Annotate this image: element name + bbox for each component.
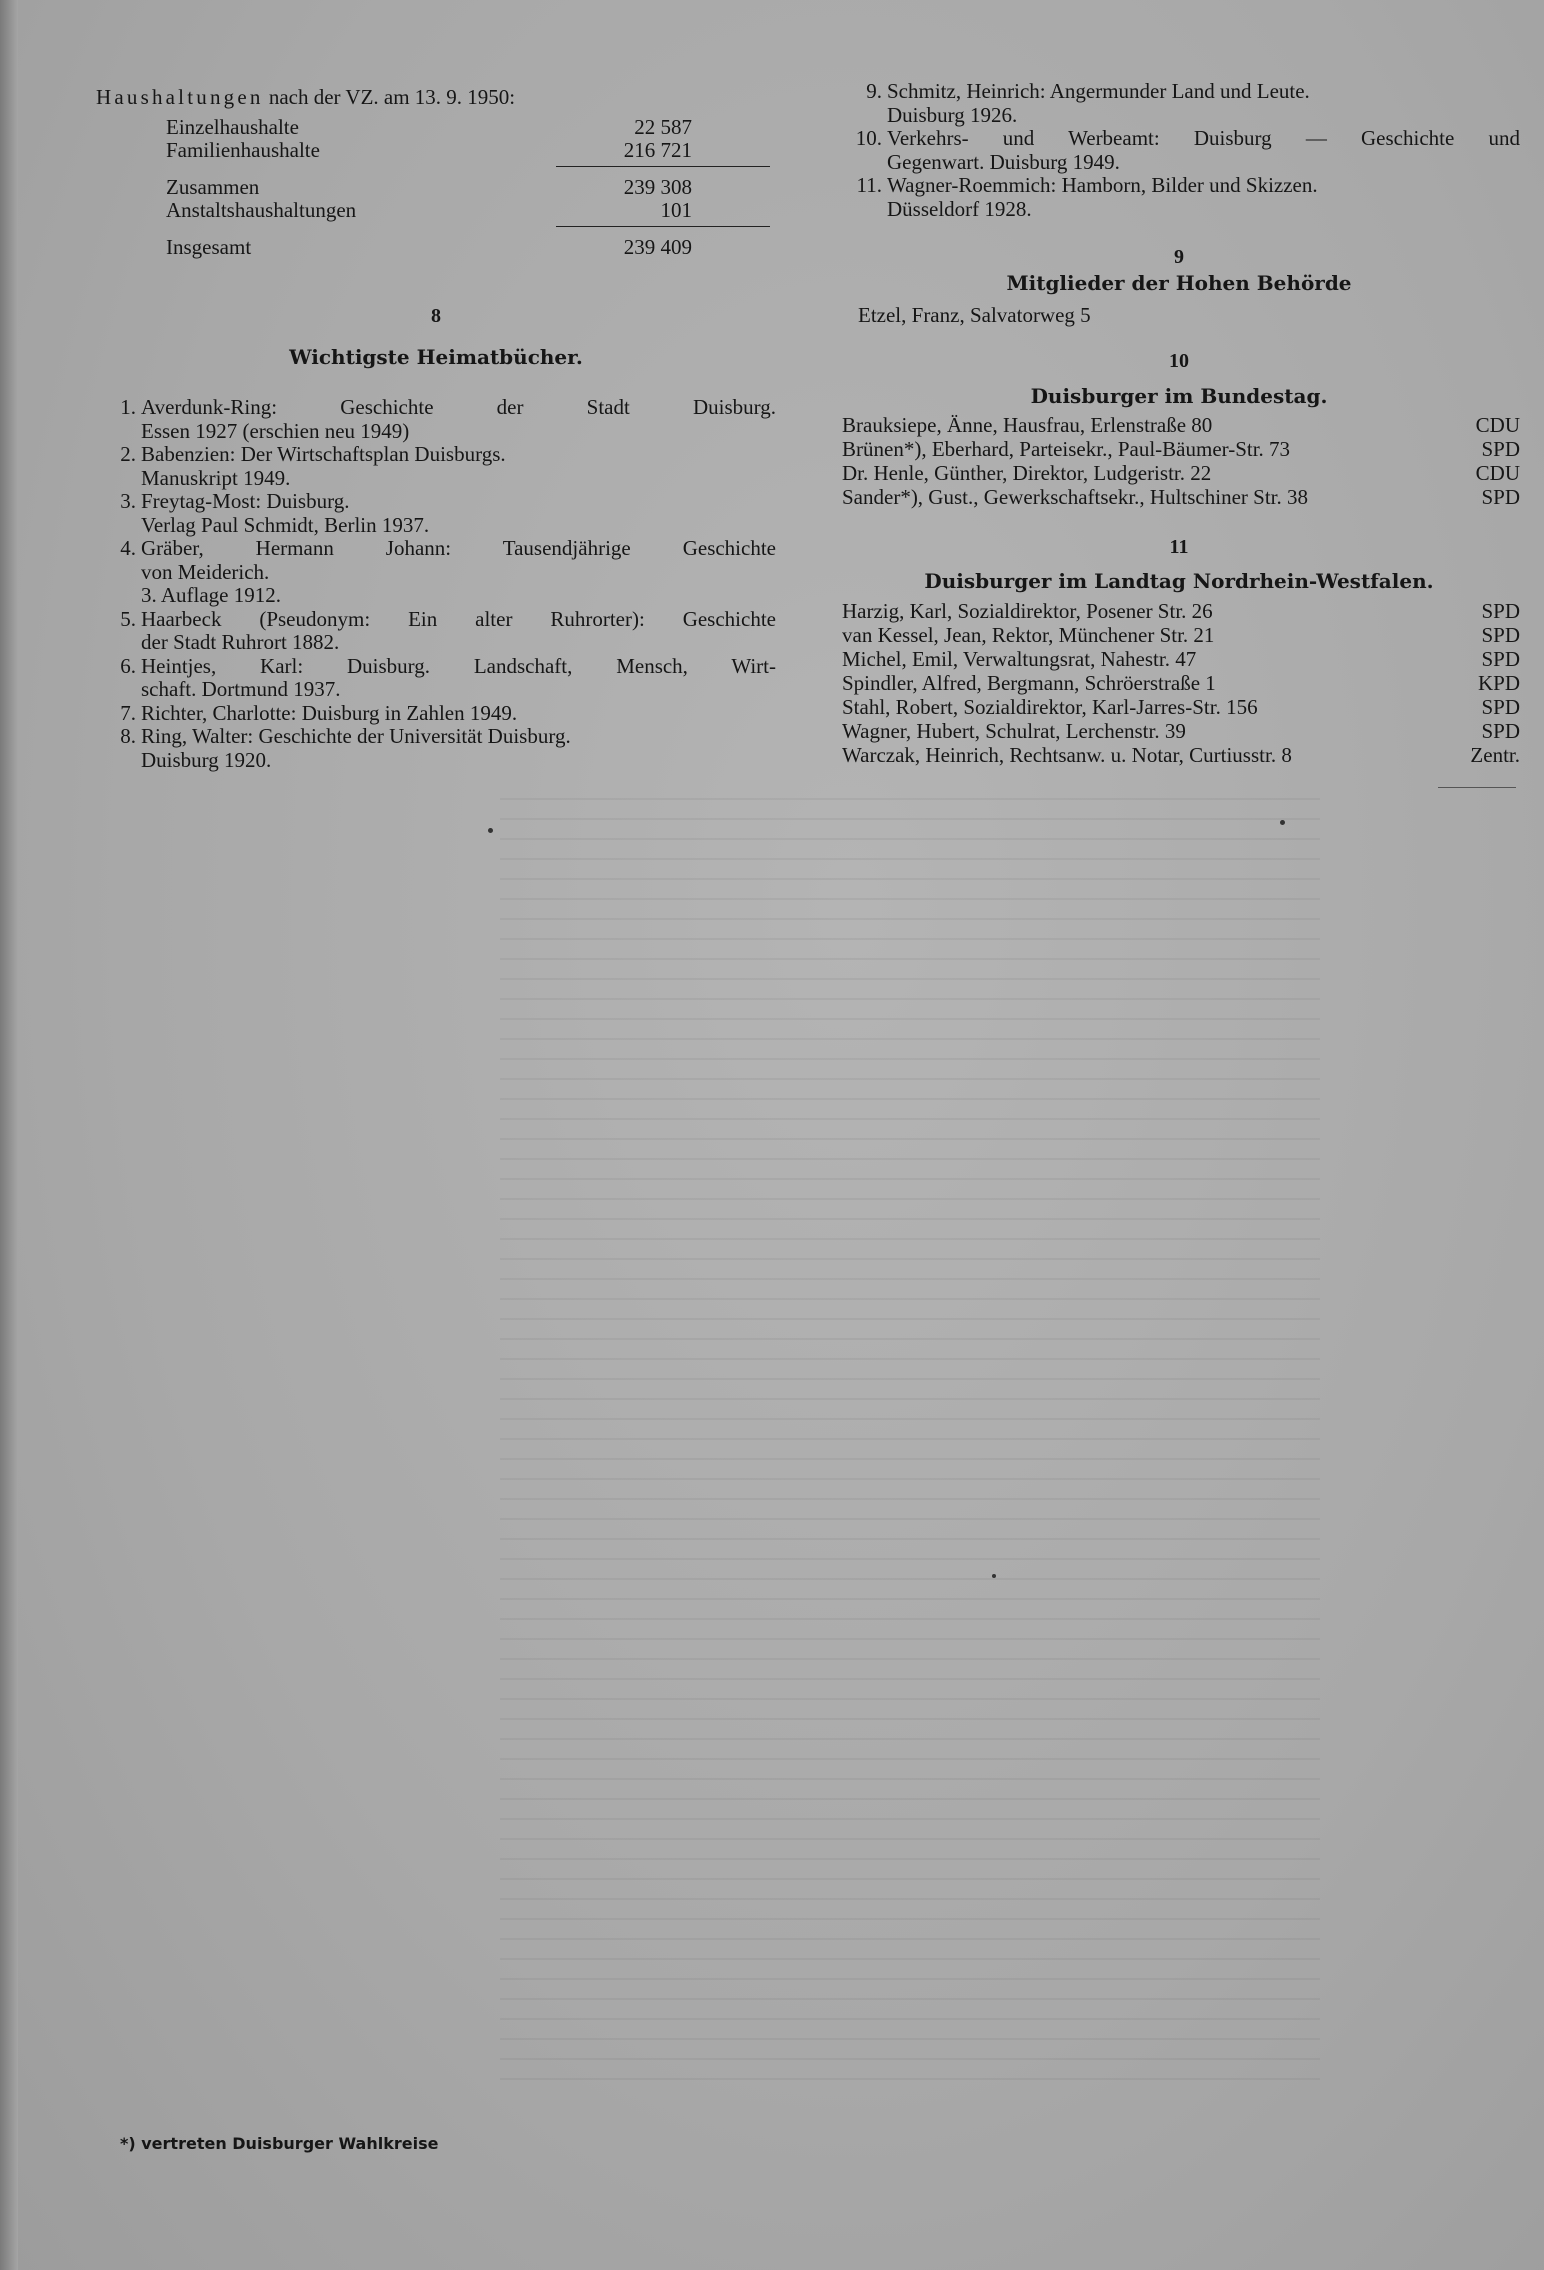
section-11-title: Duisburger im Landtag Nordrhein-Westfalen. (924, 569, 1434, 593)
households-row-single: Einzelhaushalte 22 587 (166, 115, 692, 139)
list-item: 4. Gräber, Hermann Johann: Tausendjährige Geschichte von Meiderich. 3. Auflage 1912. (120, 536, 776, 607)
bundestag-row: Sander*), Gust., Gewerkschaftsekr., Hultschiner Str. 38 SPD (842, 485, 1520, 509)
list-item: 1. Averdunk-Ring: Geschichte der Stadt Duisburg. Essen 1927 (erschien neu 1949) (120, 395, 776, 443)
households-row-total: Zusammen 239 308 (166, 175, 692, 199)
list-item: 5. Haarbeck (Pseudonym: Ein alter Ruhrorter): Geschichte der Stadt Ruhrort 1882. (120, 606, 776, 654)
high-authority-member: Etzel, Franz, Salvatorweg 5 (858, 303, 1091, 327)
landtag-row: Warczak, Heinrich, Rechtsanw. u. Notar, Curtiusstr. 8 Zentr. (842, 743, 1520, 767)
page-edge (0, 0, 18, 2270)
landtag-row: van Kessel, Jean, Rektor, Münchener Str. 21 SPD (842, 623, 1520, 647)
list-item: 9. Schmitz, Heinrich: Angermunder Land und Leute. Duisburg 1926. (866, 79, 1310, 127)
sum-rule (556, 166, 770, 167)
households-row-grand-total: Insgesamt 239 409 (166, 235, 692, 259)
list-item: 10. Verkehrs- und Werbeamt: Duisburg — Geschichte und Gegenwart. Duisburg 1949. (855, 126, 1520, 174)
bleed-through-texture (500, 780, 1320, 2080)
homebook-list (92, 396, 776, 772)
landtag-row: Wagner, Hubert, Schulrat, Lerchenstr. 39 SPD (842, 719, 1520, 743)
list-item: 6. Heintjes, Karl: Duisburg. Landschaft, Mensch, Wirt- schaft. Dortmund 1937. (120, 653, 776, 701)
print-speck (488, 828, 493, 833)
homebook-list-continued (838, 80, 1520, 221)
list-item: 8. Ring, Walter: Geschichte der Universität Duisburg. Duisburg 1920. (120, 724, 571, 772)
section-10-title: Duisburger im Bundestag. (1030, 384, 1328, 408)
landtag-row: Spindler, Alfred, Bergmann, Schröerstraße 1 KPD (842, 671, 1520, 695)
list-item: 2. Babenzien: Der Wirtschaftsplan Duisburgs. Manuskript 1949. (120, 442, 506, 490)
grand-total-rule (556, 226, 770, 227)
households-heading: Haushaltungen nach der VZ. am 13. 9. 1950: (96, 85, 516, 109)
section-9-number: 9 (1174, 246, 1184, 268)
print-speck (992, 1574, 996, 1578)
households-row-institutional: Anstaltshaushaltungen 101 (166, 198, 692, 222)
landtag-row: Stahl, Robert, Sozialdirektor, Karl-Jarres-Str. 156 SPD (842, 695, 1520, 719)
list-item: 11. Wagner-Roemmich: Hamborn, Bilder und Skizzen. Düsseldorf 1928. (856, 173, 1318, 221)
section-8-number: 8 (431, 305, 441, 327)
bundestag-row: Brünen*), Eberhard, Parteisekr., Paul-Bäumer-Str. 73 SPD (842, 437, 1520, 461)
bundestag-row: Dr. Henle, Günther, Direktor, Ludgeristr. 22 CDU (842, 461, 1520, 485)
section-11-number: 11 (1169, 536, 1189, 558)
landtag-row: Harzig, Karl, Sozialdirektor, Posener Str. 26 SPD (842, 599, 1520, 623)
section-8-title: Wichtigste Heimatbücher. (289, 345, 583, 369)
footnote: *) vertreten Duisburger Wahlkreise (120, 2134, 439, 2153)
end-rule (1438, 787, 1516, 788)
section-9-title: Mitglieder der Hohen Behörde (1006, 271, 1352, 295)
list-item: 3. Freytag-Most: Duisburg. Verlag Paul Schmidt, Berlin 1937. (120, 489, 430, 537)
bundestag-row: Brauksiepe, Änne, Hausfrau, Erlenstraße 80 CDU (842, 413, 1520, 437)
landtag-row: Michel, Emil, Verwaltungsrat, Nahestr. 47 SPD (842, 647, 1520, 671)
print-speck (1280, 820, 1285, 825)
section-10-number: 10 (1169, 350, 1189, 372)
list-item: 7. Richter, Charlotte: Duisburg in Zahlen 1949. (120, 700, 518, 725)
households-row-family: Familienhaushalte 216 721 (166, 138, 692, 162)
